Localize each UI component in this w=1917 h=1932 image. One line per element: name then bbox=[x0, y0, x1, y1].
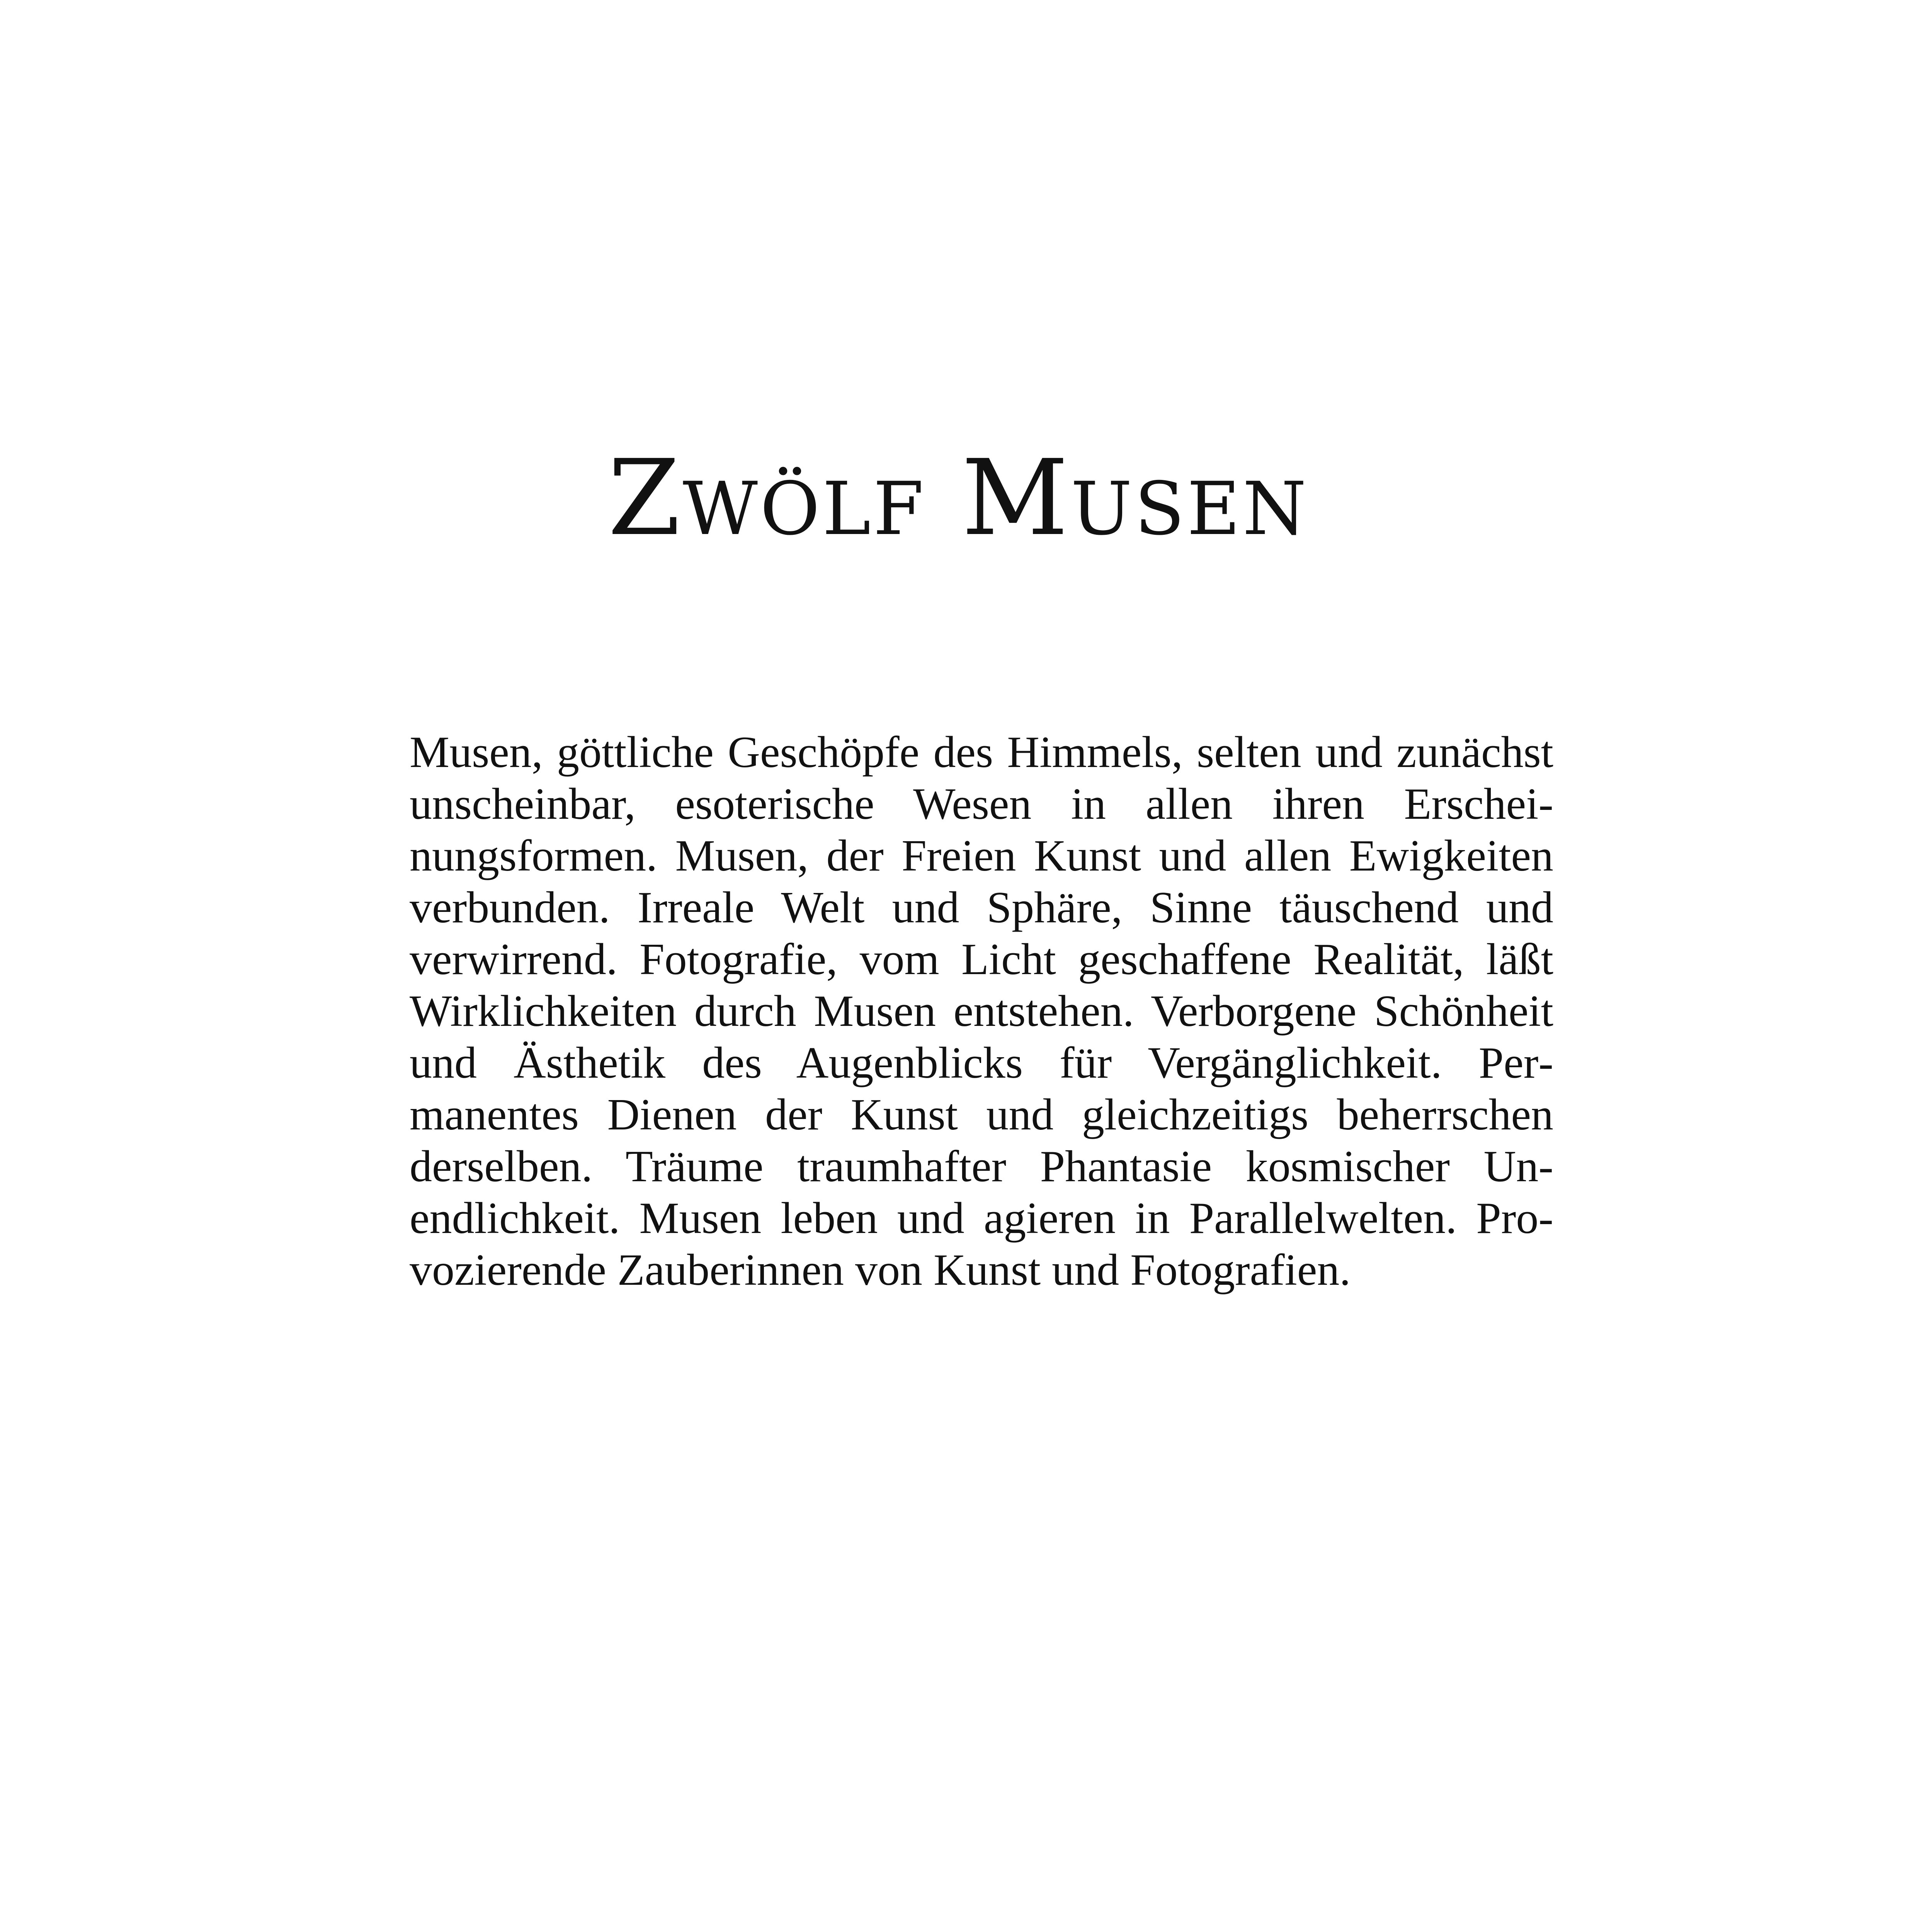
page-title: Zwölf Musen bbox=[608, 437, 1309, 559]
intro-paragraph: Musen, göttliche Geschöpfe des Himmels, selten und zunächst unscheinbar, esoterische Wesen in allen ihren Erscheinungsformen. Musen, der Freien Kunst und allen Ewigkeiten verbunden. Irreale Welt und Sphäre, Sinne täuschend und verwirrend. Fotografie, vom Licht geschaffene Realität, läßt Wirklichkeiten durch Musen entstehen. Verborgene Schönheit und Ästhetik des Augenblicks für Vergänglichkeit. Permanentes Dienen der Kunst und gleichzeitigs beherrschen derselben. Träume traumhafter Phantasie kosmischer Unendlichkeit. Musen leben und agieren in Parallelwelten. Provozierende Zauberinnen von Kunst und Fotografien. bbox=[410, 728, 1553, 1295]
